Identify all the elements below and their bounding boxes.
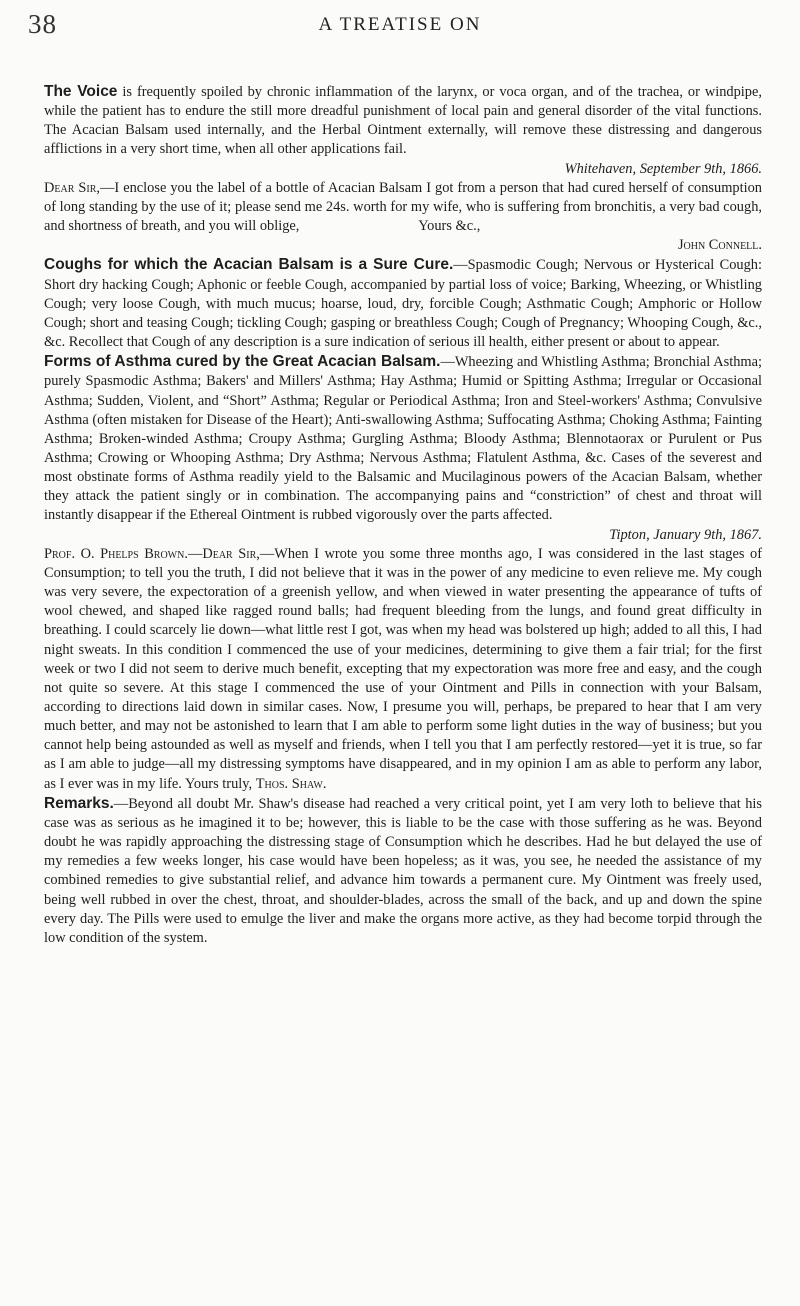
body-text bbox=[44, 82, 762, 948]
letter2-closing: Yours truly, bbox=[184, 775, 253, 792]
letter1-place-date: Whitehaven, September 9th, 1866. bbox=[564, 160, 762, 177]
coughs-text: —Spasmodic Cough; Nervous or Hysterical Cough: Short dry hacking Cough; Aphonic or feeble Cough, accompanied by partial loss of voice; Barking, Wheezing, or Whistling Cough; very loose Cough, with much mucus; hoarse, loud, dry, forcible Cough; Asthmatic Cough; Amphoric or Hollow Cough; short and teasing Cough; tickling Cough; gasping or breathless Cough; Cough of Pregnancy; Whooping Cough, &c., &c. Recollect that Cough of any description is a sure indication of serious ill health, either present or about to appear. bbox=[44, 257, 763, 351]
letter2-text: —When I wrote you some three months ago, I was considered in the last stages of Consumption; to tell you the truth, I did not believe that it was in the power of any medicine to even relieve me. My cough was very severe, the expectoration of a greenish yellow, and when viewed in water presenting the appearance of tufts of wool chewed, and shaped like ragged round balls; had frequent bleeding from the lungs, and found great difficulty in breathing. I could scarcely lie down—what little rest I got, was when my head was bolstered up high; added to all this, I had night sweats. In this condition I commenced the use of your medicines, determining to give them a fair trial; for the first week or two I did not seem to derive much benefit, excepting that my expectoration was more free and easy, and the cough not quite so severe. At this stage I commenced the use of your Ointment and Pills in connection with your Balsam, according to directions laid down in similar cases. Now, I presume you will, perhaps, be prepared to hear that I am very much better, and may not be astonished to learn that I am able to perform some light duties in the way of business; but you cannot help being astounded as well as myself and friends, when I tell you that I am perfectly restored—yet it is true, so far as I am able to judge—all my distressing symptoms have disappeared, and in my opinion I am as able to perform any labor, as I ever was in my life. bbox=[44, 545, 762, 792]
running-head bbox=[0, 9, 800, 49]
coughs-heading: Coughs for which the Acacian Balsam is a Sure Cure. bbox=[44, 256, 454, 274]
remarks-text: —Beyond all doubt Mr. Shaw's disease had reached a very critical point, yet I am very loth to believe that his case was as serious as he imagined it to be; however, this is liable to be the case with those suffering as he was. Beyond doubt he was rapidly approaching the distressing stage of Consumption which he describes. Had he but delayed the use of my remedies a few weeks longer, his case would have been hopeless; as it was, you see, he needed the assistance of my combined remedies to give substantial relief, and advance him towards a permanent cure. My Ointment was freely used, being well rubbed in over the chest, throat, and shoulder-blades, across the small of the back, and up and down the spine every day. The Pills were used to emulge the liver and make the organs more active, as they had become torpid through the low condition of the system. bbox=[44, 795, 762, 946]
letter1-salutation: Dear Sir, bbox=[44, 179, 101, 196]
letter2-paragraph bbox=[44, 545, 762, 794]
letter1-signature-line bbox=[44, 236, 762, 255]
letter2-place-date: Tipton, January 9th, 1867. bbox=[609, 526, 762, 543]
remarks-heading: Remarks. bbox=[44, 794, 114, 812]
remarks-paragraph bbox=[44, 794, 762, 948]
coughs-paragraph bbox=[44, 255, 762, 352]
page-number: 38 bbox=[28, 9, 57, 39]
voice-text: is frequently spoiled by chronic inflammation of the larynx, or voca organ, and of the trachea, or windpipe, while the patient has to endure the still more dreadful punishment of local pain and general disorder of the vital functions. The Acacian Balsam used internally, and the Herbal Ointment externally, will remove these distressing and dangerous afflictions in a very short time, when all other applications fail. bbox=[44, 84, 762, 158]
letter2-signature: Thos. Shaw. bbox=[255, 775, 327, 792]
asthma-heading: Forms of Asthma cured by the Great Acacian Balsam. bbox=[44, 353, 441, 371]
voice-heading: The Voice bbox=[44, 83, 118, 100]
letter1-closing: Yours &c., bbox=[418, 218, 481, 235]
letter1-signature: John Connell. bbox=[677, 237, 762, 254]
voice-paragraph bbox=[44, 82, 762, 160]
letter1-paragraph bbox=[44, 179, 762, 236]
letter1-text: —I enclose you the label of a bottle of Acacian Balsam I got from a person that had cured herself of consumption of long standing by the use of it; please send me 24s. worth for my wife, who is suffering from bronchitis, a very bad cough, and shortness of breath, and you will oblige, bbox=[44, 179, 763, 235]
letter2-salutation: Prof. O. Phelps Brown.—Dear Sir, bbox=[44, 545, 260, 562]
asthma-paragraph bbox=[44, 352, 762, 525]
running-title: A TREATISE ON bbox=[318, 14, 482, 35]
asthma-text: —Wheezing and Whistling Asthma; Bronchial Asthma; purely Spasmodic Asthma; Bakers' and Millers' Asthma; Hay Asthma; Humid or Spitting Asthma; Irregular or Occasional Asthma; Sudden, Violent, and “Short” Asthma; Regular or Periodical Asthma; Iron and Steel-workers' Asthma; Convulsive Asthma (often mistaken for Disease of the Heart); Anti-swallowing Asthma; Suffocating Asthma; Choking Asthma; Fainting Asthma; Broken-winded Asthma; Croupy Asthma; Gurgling Asthma; Bloody Asthma; Blennotaorax or Purulent or Pus Asthma; Crowing or Whooping Asthma; Dry Asthma; Nervous Asthma; Flatulent Asthma, &c. Cases of the severest and most obstinate forms of Asthma readily yield to the Balsamic and Mucilaginous powers of the Acacian Balsam, whether they attack the patient singly or in combination. The accompanying pains and “constriction” of chest and throat will instantly disappear if the Ethereal Ointment is rubbed vigorously over the parts affected. bbox=[44, 354, 762, 524]
